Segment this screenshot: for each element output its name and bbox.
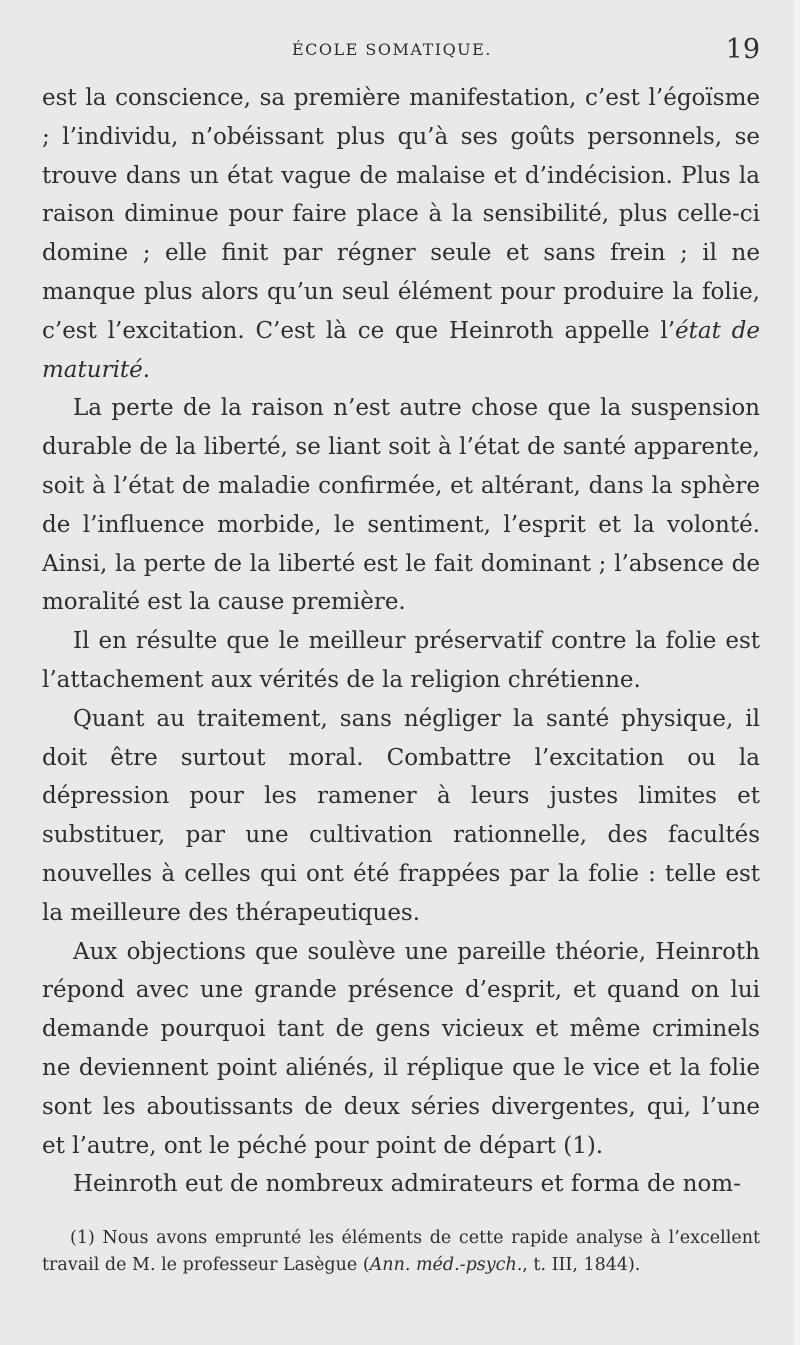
footnote-1-end: , t. III, 1844). (522, 1254, 641, 1275)
paragraph-1-text: est la conscience, sa première manifestation, c’est l’égoïsme ; l’individu, n’obéissant plus qu’à ses goûts personnels, se trouve dans un état vague de malaise et d’indécision. Plus la raison diminue pour faire place à la sensibilité, plus celle-ci domine ; elle finit par régner seule et sans frein ; il ne manque plus alors qu’un seul élément pour produire la folie, c’est l’excitation. C’est là ce que Heinroth appelle l’ (42, 85, 760, 344)
paragraph-1-italic: état de maturité (42, 317, 760, 383)
paragraph-3: Il en résulte que le meilleur préservatif contre la folie est l’attachement aux vérités de la religion chrétienne. (42, 628, 760, 693)
footnote-1-source: Ann. méd.-psych. (369, 1254, 523, 1275)
running-head-title: ÉCOLE SOMATIQUE. (292, 40, 492, 59)
paragraph-2: La perte de la raison n’est autre chose que la suspension durable de la liberté, se liant soit à l’état de santé apparente, soit à l’état de maladie confirmée, et altérant, dans la sphère de l’influence morbide, le sentiment, l’esprit et la volonté. Ainsi, la perte de la liberté est le fait dominant ; l’absence de moralité est la cause première. (42, 395, 760, 616)
page-number: 19 (725, 34, 760, 65)
paragraph-6: Heinroth eut de nombreux admirateurs et forma de nom- (73, 1171, 741, 1198)
page-edge (794, 0, 800, 1345)
footnote-1-text: (1) Nous avons emprunté les éléments de cette rapide analyse à l’excellent travail de M. le professeur Lasègue ( (42, 1228, 760, 1275)
paragraph-5: Aux objections que soulève une pareille théorie, Heinroth répond avec une grande présence d’esprit, et quand on lui demande pourquoi tant de gens vicieux et même criminels ne deviennent point aliénés, il réplique que le vice et la folie sont les aboutissants de deux séries divergentes, qui, l’une et l’autre, ont le péché pour point de départ (1). (42, 938, 760, 1159)
paragraph-1 (42, 79, 760, 389)
body-text (42, 79, 760, 1204)
running-head (42, 34, 760, 68)
footnotes (42, 1225, 760, 1278)
footnote-1 (42, 1225, 760, 1278)
paragraph-4: Quant au traitement, sans négliger la santé physique, il doit être surtout moral. Combattre l’excitation ou la dépression pour les ramener à leurs justes limites et substituer, par une cultivation rationnelle, des facultés nouvelles à celles qui ont été frappées par la folie : telle est la meilleure des thérapeutiques. (42, 705, 760, 926)
paragraph-1-end: . (142, 356, 151, 383)
